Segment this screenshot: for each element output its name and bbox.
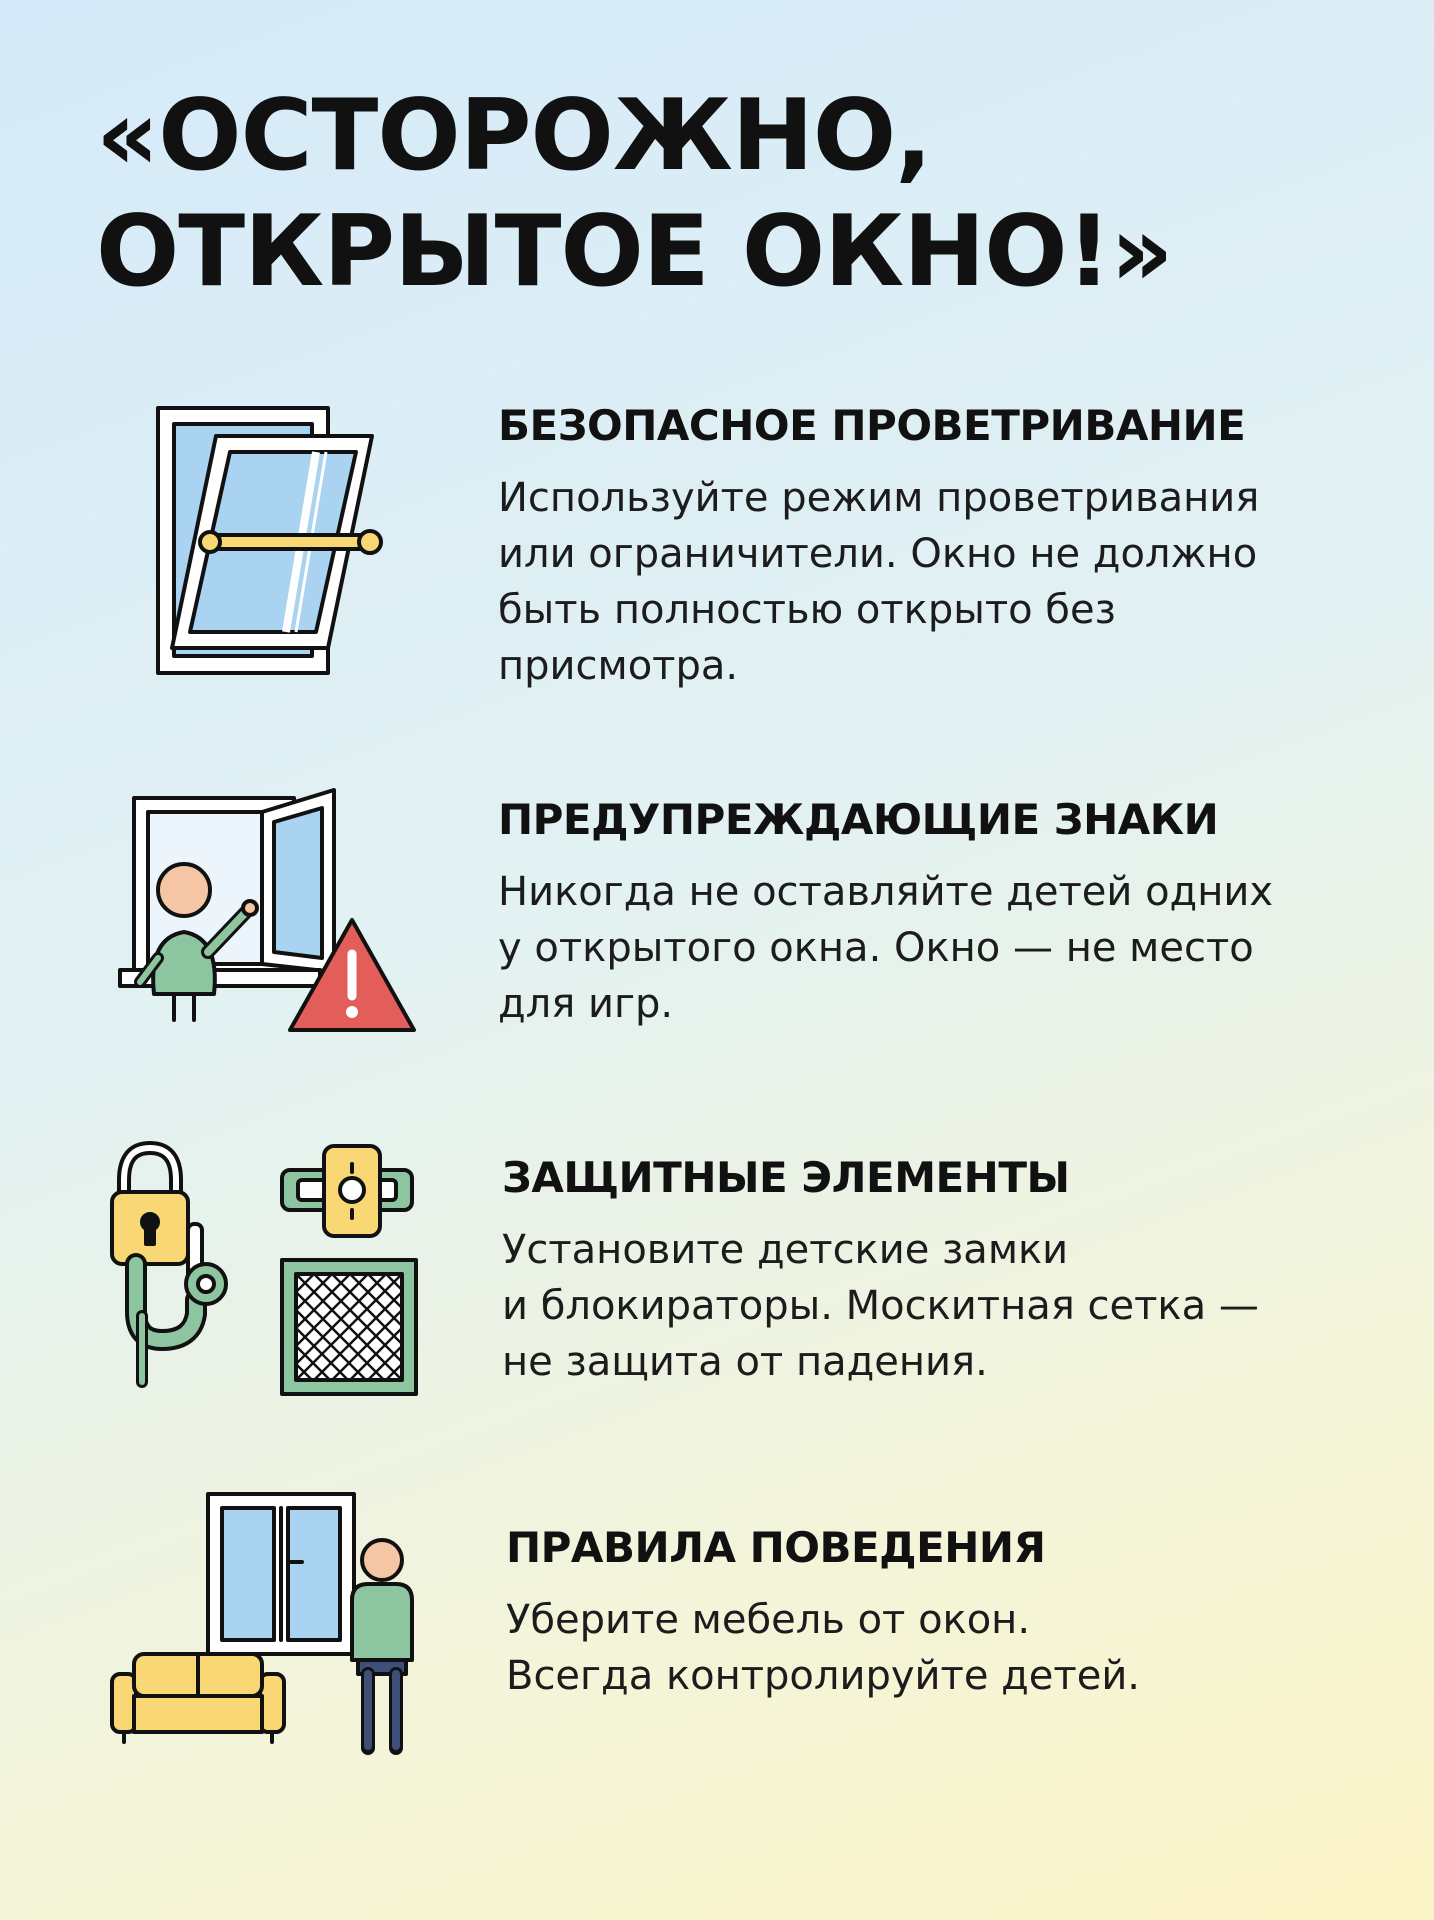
section-body: Установите детские замки и блокираторы. Москитная сетка — не защита от падения. xyxy=(502,1227,1259,1385)
section-heading: ПРЕДУПРЕЖДАЮЩИЕ ЗНАКИ xyxy=(498,795,1219,844)
tilted-window-with-limiter-icon xyxy=(150,400,390,680)
locks-and-net-icon xyxy=(102,1140,422,1400)
section-heading: ПРАВИЛА ПОВЕДЕНИЯ xyxy=(506,1523,1046,1572)
section-warning-signs-text xyxy=(498,794,1358,1032)
child-at-window-warning-icon xyxy=(112,782,422,1042)
section-safe-ventilation-text xyxy=(498,400,1358,694)
title-line-1: «ОСТОРОЖНО, xyxy=(96,79,932,193)
adult-sofa-window-icon xyxy=(102,1490,432,1760)
section-heading: ЗАЩИТНЫЕ ЭЛЕМЕНТЫ xyxy=(502,1153,1070,1202)
section-body: Используйте режим проветривания или ограничители. Окно не должно быть полностью открыто без присмотра. xyxy=(498,475,1260,689)
section-heading: БЕЗОПАСНОЕ ПРОВЕТРИВАНИЕ xyxy=(498,401,1246,450)
section-body: Никогда не оставляйте детей одних у открытого окна. Окно — не место для игр. xyxy=(498,869,1274,1027)
section-body: Уберите мебель от окон. Всегда контролируйте детей. xyxy=(506,1597,1141,1699)
page-title xyxy=(96,78,1356,310)
title-line-2: ОТКРЫТОЕ ОКНО!» xyxy=(96,195,1173,309)
section-protective-elements-text xyxy=(502,1152,1362,1390)
section-behavior-rules-text xyxy=(506,1522,1366,1704)
